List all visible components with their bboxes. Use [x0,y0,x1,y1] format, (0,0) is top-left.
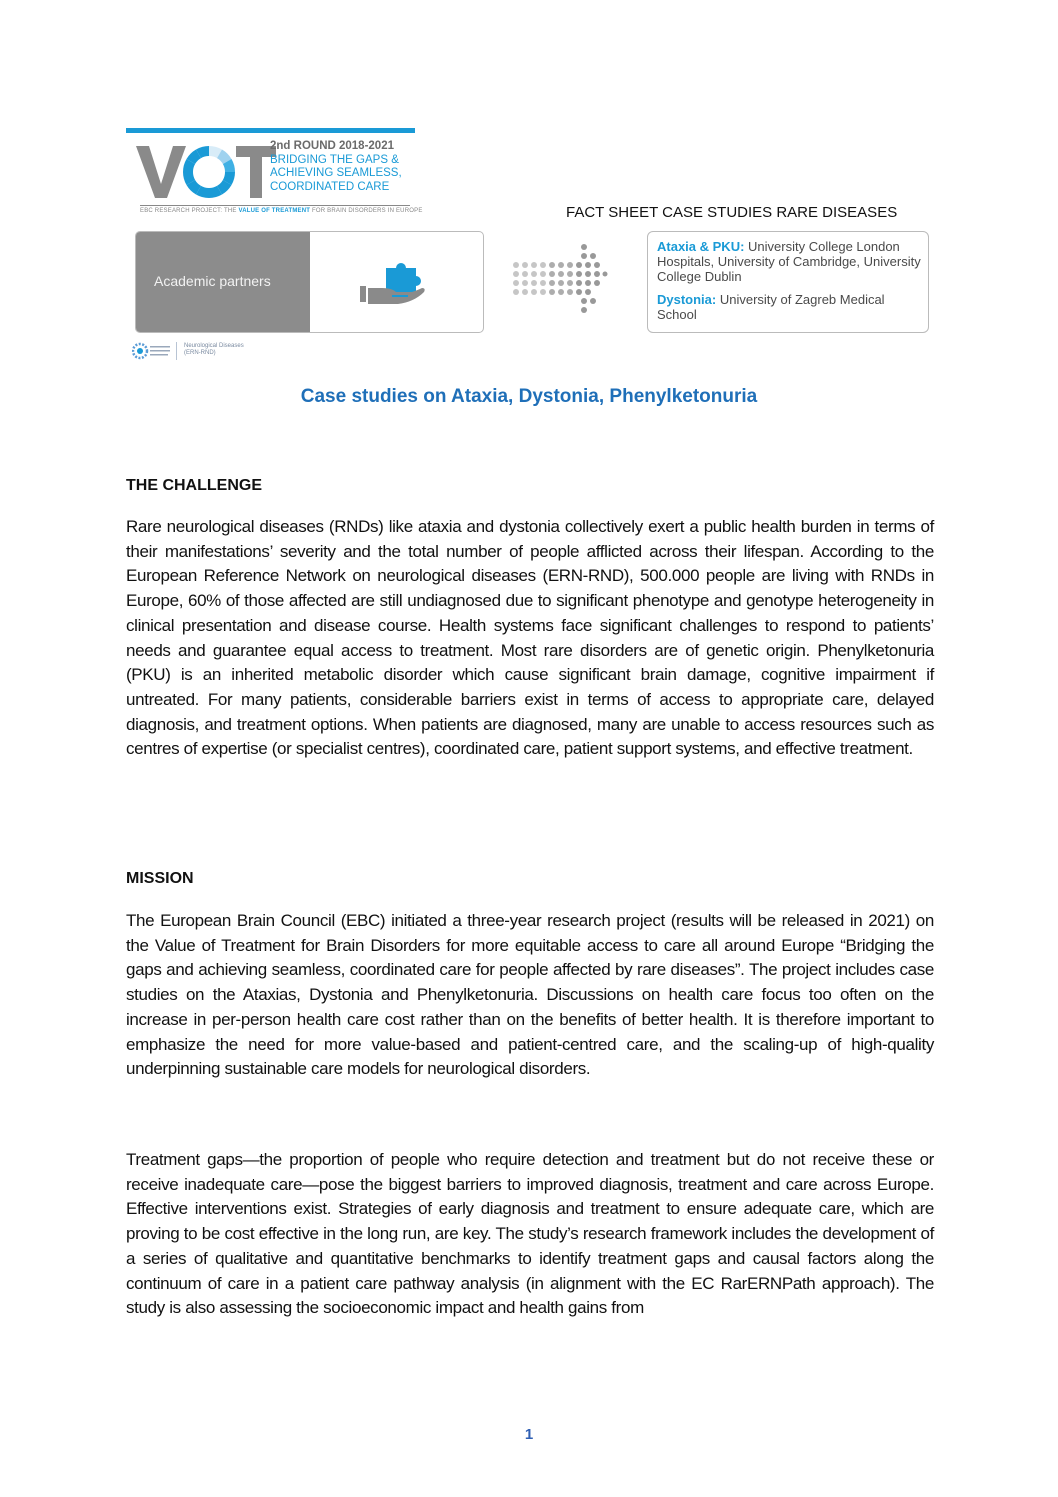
page-number: 1 [524,1426,534,1443]
section-heading-challenge: THE CHALLENGE [126,477,262,494]
vot-tagline-line: COORDINATED CARE [270,180,390,193]
logo-divider [140,205,410,206]
ern-name-line: (ERN-RND) [184,350,216,356]
academic-partners-panel [136,232,310,332]
ern-rnd-logo [132,341,244,361]
section-heading-mission: MISSION [126,870,194,887]
academic-partners-banner [135,231,484,333]
dotted-arrow-icon [512,243,608,321]
ern-name-line: Neurological Diseases [184,343,244,349]
document-title: Case studies on Ataxia, Dystonia, Phenylketonuria [300,386,758,407]
partner-label: Ataxia & PKU: [657,239,745,254]
ern-network-icon [132,341,180,361]
subline-suffix: FOR BRAIN DISORDERS IN EUROPE [310,208,423,214]
ern-name [184,343,244,357]
subline-prefix: EBC RESEARCH PROJECT: THE [140,208,239,214]
mission-paragraph-2: Treatment gaps—the proportion of people who require detection and treatment but do not receive these or receive inadequate care—pose the biggest barriers to improved diagnosis, treatment and care across Europe. Effective interventions exist. Strategies of early diagnosis and treatment to ensure adequate care, which are proving to be cost effective in the long run, are key. The study’s research framework includes the development of a series of qualitative and quantitative benchmarks to identify treatment gaps and causal factors along the continuum of care in a patient care pathway analysis (in alignment with the EC RarERNPath approach). The study is also assessing the socioeconomic impact and health gains from [126,1150,934,1318]
partner-text: University College London Hospitals, University of Cambridge, University College Dublin [657,239,921,284]
vot-logo [126,128,423,220]
hand-puzzle-icon [356,260,436,310]
vot-round: 2nd ROUND 2018-2021 [270,140,394,152]
subline-highlight: VALUE OF TREATMENT [238,208,311,214]
partner-text: University of Zagreb Medical School [657,292,885,322]
fact-sheet-title: FACT SHEET CASE STUDIES RARE DISEASES [566,204,898,221]
vot-tagline [270,140,402,194]
academic-partners-label: Academic partners [154,273,271,289]
challenge-paragraph: Rare neurological diseases (RNDs) like ataxia and dystonia collectively exert a public health burden in terms of their manifestations’ severity and the total number of people afflicted across their lifespan. According to the European Reference Network on neurological diseases (ERN-RND), 500.000 people are living with RNDs in Europe, 60% of those affected are still undiagnosed due to significant phenotype and genotype heterogeneity in clinical presentation and disease course. Health systems face significant challenges to respond to patients’ needs and guarantee equal access to treatment. Most rare disorders are of genetic origin. Phenylketonuria (PKU) is an inherited metabolic disorder which cause significant brain damage, cognitive impairment if untreated. For many patients, considerable barriers exist in terms of access to appropriate care, delayed diagnosis, and treatment options. When patients are diagnosed, many are unable to access resources such as centres of expertise (or specialist centres), coordinated care, patient support systems, and effective treatment. [126,517,934,759]
mission-paragraph-1: The European Brain Council (EBC) initiated a three-year research project (results will be released in 2021) on the Value of Treatment for Brain Disorders for more equitable access to care all around Europe “Bridging the gaps and achieving seamless, coordinated care for people affected by rare diseases”. The project includes case studies on the Ataxias, Dystonia and Phenylketonuria. Discussions on health care focus too often on the increase in per-person health care cost rather than on the benefits of better health. It is therefore important to emphasize the need for more value-based and patient-centred care, and the scaling-up of high-quality underpinning sustainable care models for neurological disorders. [126,911,934,1079]
partner-entry-ataxia-pku [657,239,922,284]
vot-letters-icon [136,144,276,200]
vot-tagline-line: ACHIEVING SEAMLESS, [270,167,402,179]
vot-subline [140,208,423,214]
partners-box [647,231,929,333]
partner-label: Dystonia: [657,292,717,307]
logo-top-bar [126,128,415,133]
partner-entry-dystonia [657,292,922,322]
vot-tagline-line: BRIDGING THE GAPS & [270,153,399,166]
